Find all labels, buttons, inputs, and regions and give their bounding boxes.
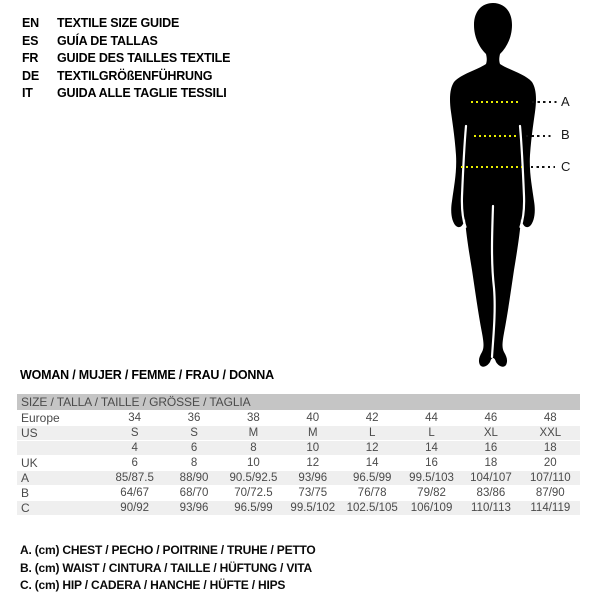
female-silhouette (403, 0, 578, 375)
language-code: EN (22, 16, 39, 30)
table-cell: 93/96 (164, 501, 223, 516)
table-cell: 104/107 (461, 471, 520, 486)
language-list (22, 15, 230, 103)
table-cell: 99.5/103 (402, 471, 461, 486)
table-cell: 18 (521, 441, 580, 456)
table-cell: 8 (164, 456, 223, 471)
table-cell: M (283, 426, 342, 441)
language-row (22, 33, 230, 51)
chest-measure-dash-yellow (471, 101, 521, 103)
table-cell: 18 (461, 456, 520, 471)
table-cell: 88/90 (164, 471, 223, 486)
table-cell: 8 (224, 441, 283, 456)
table-cell: 36 (164, 411, 223, 426)
table-cell: 40 (283, 411, 342, 426)
table-cell: 38 (224, 411, 283, 426)
waist-leader-dash (526, 135, 553, 137)
legend-item: A. (cm) CHEST / PECHO / POITRINE / TRUHE / PETTO (20, 543, 316, 557)
hip-leader-dash (531, 166, 555, 168)
table-cell: 90.5/92.5 (224, 471, 283, 486)
table-cell: 6 (105, 456, 164, 471)
table-cell: 14 (402, 441, 461, 456)
table-cell: 114/119 (521, 501, 580, 516)
table-row (17, 411, 580, 426)
table-cell: 48 (521, 411, 580, 426)
language-label: GUIDE DES TAILLES TEXTILE (57, 51, 231, 66)
marker-label-chest: A (561, 94, 570, 109)
language-code: IT (22, 86, 33, 101)
table-row-label: B (17, 486, 105, 501)
table-cell: 73/75 (283, 486, 342, 501)
size-table-header: SIZE / TALLA / TAILLE / GRÖSSE / TAGLIA (17, 394, 580, 411)
legend-item: B. (cm) WAIST / CINTURA / TAILLE / HÜFTUNG / VITA (20, 560, 312, 575)
marker-label-hip: C (561, 159, 571, 174)
table-cell: 110/113 (461, 501, 520, 516)
table-cell: L (343, 426, 402, 441)
table-cell: 99.5/102 (283, 501, 342, 516)
table-cell: 96.5/99 (343, 471, 402, 486)
table-cell: XXL (521, 426, 580, 441)
language-code: ES (22, 33, 39, 48)
table-cell: 107/110 (521, 471, 580, 486)
language-row (22, 68, 230, 86)
table-cell: L (402, 426, 461, 441)
table-cell: 10 (283, 441, 342, 456)
table-row-label (17, 441, 105, 456)
table-cell: 16 (461, 441, 520, 456)
language-row (22, 50, 230, 68)
table-cell: S (164, 426, 223, 441)
table-cell: 20 (521, 456, 580, 471)
table-cell: 79/82 (402, 486, 461, 501)
table-cell: 106/109 (402, 501, 461, 516)
table-cell: S (105, 426, 164, 441)
language-label: TEXTILGRÖßENFÜHRUNG (57, 68, 213, 83)
section-title: WOMAN / MUJER / FEMME / FRAU / DONNA (20, 368, 274, 382)
language-label: GUIDA ALLE TAGLIE TESSILI (57, 86, 227, 101)
language-code: DE (22, 68, 39, 83)
table-cell: 76/78 (343, 486, 402, 501)
table-row (17, 426, 580, 441)
table-cell: 83/86 (461, 486, 520, 501)
table-cell: 90/92 (105, 501, 164, 516)
language-label: TEXTILE SIZE GUIDE (57, 16, 180, 30)
table-cell: 12 (343, 441, 402, 456)
language-code: FR (22, 51, 39, 66)
language-label: GUÍA DE TALLAS (57, 33, 158, 48)
legend-item: C. (cm) HIP / CADERA / HANCHE / HÜFTE / HIPS (20, 578, 286, 592)
table-cell: M (224, 426, 283, 441)
table-row (17, 471, 580, 486)
chest-leader-dash (532, 101, 557, 103)
table-cell: 96.5/99 (224, 501, 283, 516)
table-row-label: UK (17, 456, 105, 471)
table-cell: 46 (461, 411, 520, 426)
table-cell: 10 (224, 456, 283, 471)
table-cell: 12 (283, 456, 342, 471)
marker-label-waist: B (561, 127, 570, 142)
table-cell: 44 (402, 411, 461, 426)
table-cell: 4 (105, 441, 164, 456)
hip-measure-dash-yellow (461, 166, 522, 168)
table-cell: XL (461, 426, 520, 441)
table-cell: 34 (105, 411, 164, 426)
table-cell: 16 (402, 456, 461, 471)
table-row (17, 441, 580, 456)
language-row (22, 85, 230, 103)
table-cell: 85/87.5 (105, 471, 164, 486)
size-table-header-row (17, 394, 580, 411)
waist-measure-dash-yellow (474, 135, 518, 137)
table-row-label: C (17, 501, 105, 516)
table-row-label: Europe (17, 411, 105, 426)
table-row (17, 486, 580, 501)
table-cell: 102.5/105 (343, 501, 402, 516)
table-cell: 70/72.5 (224, 486, 283, 501)
size-table (17, 394, 580, 516)
table-row (17, 456, 580, 471)
table-row (17, 501, 580, 516)
table-cell: 93/96 (283, 471, 342, 486)
table-cell: 87/90 (521, 486, 580, 501)
table-row-label: US (17, 426, 105, 441)
table-cell: 14 (343, 456, 402, 471)
table-cell: 42 (343, 411, 402, 426)
table-cell: 68/70 (164, 486, 223, 501)
table-cell: 64/67 (105, 486, 164, 501)
measurement-legend (20, 542, 316, 595)
table-cell: 6 (164, 441, 223, 456)
table-row-label: A (17, 471, 105, 486)
language-row (22, 15, 230, 33)
